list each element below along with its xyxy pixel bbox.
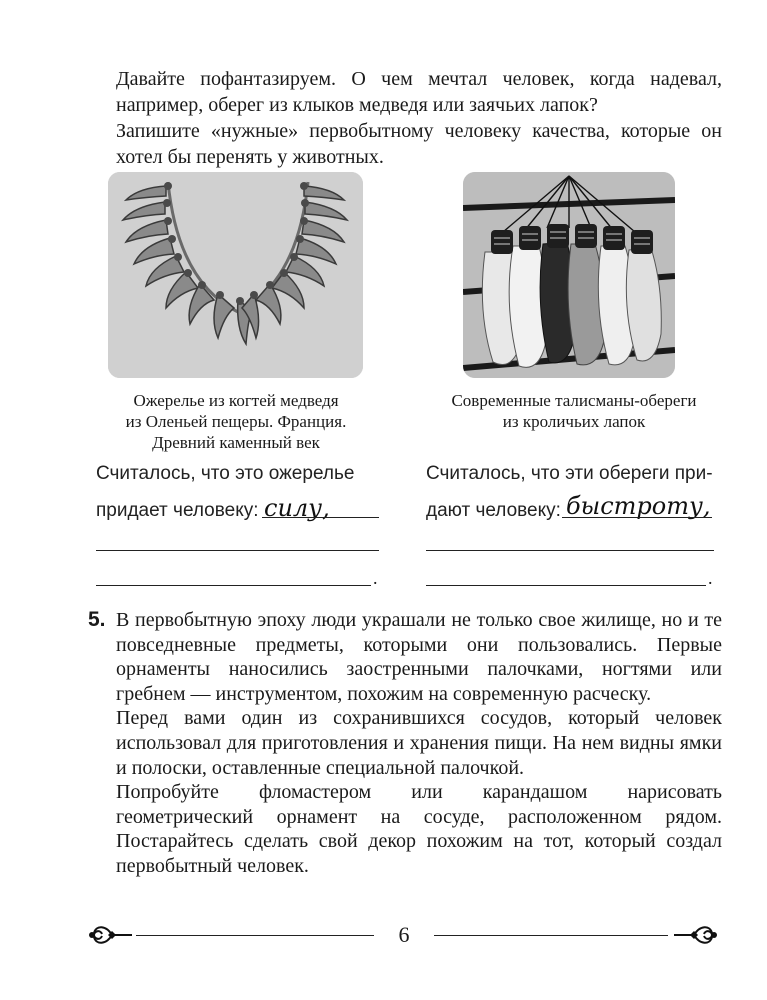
intro-paragraph-1: Давайте пофантазируем. О чем мечтал человек, когда надевал, например, оберег из клыков медведя или заячьих лапок? bbox=[116, 68, 722, 116]
rabbit-feet-talismans-photo bbox=[463, 172, 675, 378]
left-answer-line-3[interactable] bbox=[96, 585, 371, 586]
right-fill-line-1: Считалось, что эти обереги при- bbox=[426, 463, 713, 484]
right-caption-line-2: из кроличьих лапок bbox=[502, 412, 646, 431]
left-period: . bbox=[373, 568, 378, 588]
bear-claw-necklace-photo bbox=[108, 172, 363, 378]
left-fill-line-1: Считалось, что это ожерелье bbox=[96, 463, 355, 484]
left-answer-line-1[interactable] bbox=[262, 517, 379, 518]
rabbit-feet-talismans-image bbox=[463, 172, 675, 378]
left-photo-caption bbox=[96, 390, 376, 453]
right-answer-line-1[interactable] bbox=[562, 517, 712, 518]
right-caption-line-1: Современные талисманы-обереги bbox=[451, 391, 697, 410]
bear-claw-necklace-image bbox=[108, 172, 363, 378]
left-handwritten-answer[interactable]: силу, bbox=[264, 494, 330, 522]
right-answer-line-2[interactable] bbox=[426, 550, 714, 551]
right-ornament-icon bbox=[672, 918, 718, 952]
intro-paragraph-2: Запишите «нужные» первобытному человеку качества, которые он хотел бы перенять у животных. bbox=[116, 120, 722, 168]
intro-text bbox=[116, 66, 722, 170]
task-paragraph-2: Перед вами один из сохранившихся сосудов, который человек использовал для приготовления и хранения пищи. На нем видны ямки и полоски, оставленные специальной палочкой. bbox=[116, 707, 722, 779]
left-caption-line-2: из Оленьей пещеры. Франция. bbox=[125, 412, 347, 431]
right-fill-line-2: дают человеку: bbox=[426, 500, 561, 521]
task-text bbox=[116, 608, 722, 879]
right-photo-caption bbox=[416, 390, 732, 432]
task-paragraph-3: Попробуйте фломастером или карандашом нарисовать геометрический орнамент на сосуде, расположенном рядом. Постарайтесь сделать свой декор похожим на тот, который создал первобытный человек. bbox=[116, 781, 722, 877]
left-caption-line-1: Ожерелье из когтей медведя bbox=[133, 391, 339, 410]
task-number: 5. bbox=[88, 608, 106, 631]
footer-right-rule bbox=[434, 935, 668, 936]
task-paragraph-1: В первобытную эпоху люди украшали не только свое жилище, но и те повседневные предметы, которыми они пользовались. Первые орнаменты наносились заостренными палочками, ногтями или гребнем — инструментом, похожим на современную расческу. bbox=[116, 609, 722, 705]
right-handwritten-answer[interactable]: быстроту, bbox=[566, 492, 711, 520]
right-period: . bbox=[708, 568, 713, 588]
page-number: 6 bbox=[398, 922, 410, 947]
right-answer-line-3[interactable] bbox=[426, 585, 706, 586]
left-caption-line-3: Древний каменный век bbox=[152, 433, 320, 452]
left-fill-line-2: придает человеку: bbox=[96, 500, 259, 521]
left-answer-line-2[interactable] bbox=[96, 550, 379, 551]
left-ornament-icon bbox=[88, 918, 134, 952]
footer-left-rule bbox=[136, 935, 374, 936]
